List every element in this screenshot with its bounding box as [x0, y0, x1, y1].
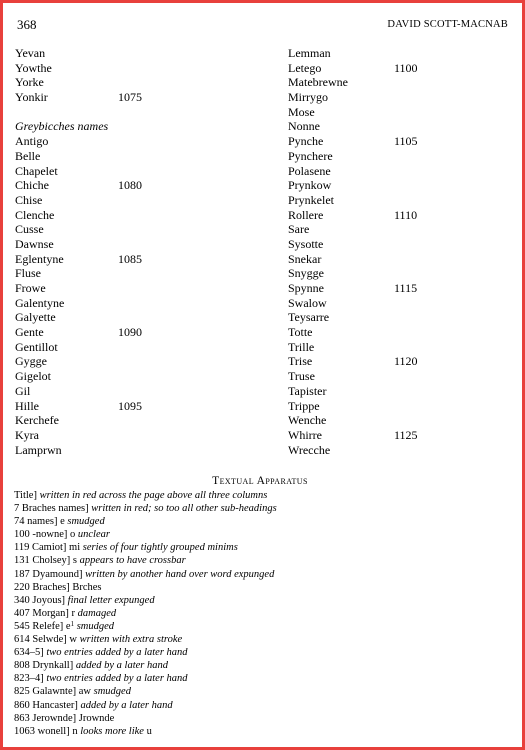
running-head: DAVID SCOTT-MACNAB	[387, 19, 508, 30]
name-entry	[288, 193, 488, 208]
name-entry	[288, 208, 488, 223]
left-name-column	[15, 46, 255, 457]
name-entry	[288, 325, 488, 340]
apparatus-note	[14, 581, 511, 594]
name-text: Gente	[15, 325, 44, 340]
name-entry	[288, 354, 488, 369]
line-number: 1075	[118, 90, 142, 105]
name-text: Pynchere	[288, 148, 333, 163]
name-text: Yevan	[15, 46, 46, 60]
name-text: Tapister	[288, 383, 327, 398]
note-lemma: 7 Braches names]	[14, 503, 92, 515]
apparatus-note	[14, 699, 511, 712]
name-text: Prynkelet	[288, 192, 334, 207]
note-lemma: 74 names] e	[14, 516, 68, 528]
name-entry	[15, 193, 255, 208]
name-text: Chiche	[15, 178, 49, 193]
name-text: Mose	[288, 104, 315, 119]
note-lemma: 545 Relefe] e	[14, 620, 71, 632]
apparatus-note	[14, 568, 511, 581]
name-entry	[15, 75, 255, 90]
name-text: Snekar	[288, 251, 322, 266]
name-text: Gil	[15, 383, 31, 398]
name-text: Swalow	[288, 295, 327, 310]
note-explanation: added by a later hand	[75, 660, 168, 672]
name-entry	[288, 281, 488, 296]
name-entry	[15, 428, 255, 443]
textual-apparatus	[14, 474, 511, 738]
note-explanation: smudged	[67, 516, 105, 528]
apparatus-notes	[14, 489, 511, 738]
page-header	[17, 17, 508, 35]
apparatus-note	[14, 607, 511, 620]
name-entry	[15, 61, 255, 76]
name-text: Prynkow	[288, 178, 332, 193]
name-entry	[15, 281, 255, 296]
line-number: 1125	[394, 427, 418, 442]
name-text: Frowe	[15, 281, 46, 295]
name-entry	[288, 266, 488, 281]
name-text: Yonkir	[15, 90, 48, 105]
note-lemma: 825 Galawnte] aw	[14, 686, 94, 698]
apparatus-note	[14, 554, 511, 567]
name-text: Sysotte	[288, 236, 324, 251]
name-entry	[15, 252, 255, 267]
note-lemma: 220 Braches] Brches	[14, 581, 102, 593]
name-text: Antigo	[15, 134, 49, 149]
name-text: Sare	[288, 222, 310, 237]
note-explanation: written with extra stroke	[79, 634, 183, 646]
line-number: 1080	[118, 178, 142, 193]
line-number: 1095	[118, 398, 142, 413]
name-text: Gigelot	[15, 369, 51, 384]
note-explanation: looks more like	[80, 725, 144, 737]
name-text: Hille	[15, 398, 39, 413]
name-text: Greybicches names	[15, 119, 109, 134]
note-lemma: 119 Camiot] mi	[14, 542, 83, 554]
name-text: Totte	[288, 325, 313, 340]
name-entry	[288, 296, 488, 311]
name-entry	[15, 369, 255, 384]
note-reading: u	[143, 725, 152, 737]
name-entry	[15, 105, 255, 120]
apparatus-note	[14, 712, 511, 725]
name-text: Lamprwn	[15, 442, 62, 457]
apparatus-note	[14, 685, 511, 698]
name-text: Pynche	[288, 134, 324, 149]
apparatus-note	[14, 659, 511, 672]
name-text: Rollere	[288, 207, 324, 222]
apparatus-note	[14, 633, 511, 646]
note-lemma: 131 Cholsey] s	[14, 555, 80, 567]
note-explanation: two entries added by a later hand	[46, 673, 188, 685]
name-entry	[288, 237, 488, 252]
name-text: Trille	[288, 339, 315, 354]
name-entry	[288, 310, 488, 325]
name-entry	[15, 178, 255, 193]
apparatus-note	[14, 502, 511, 515]
note-explanation: added by a later hand	[80, 699, 173, 711]
name-entry	[15, 222, 255, 237]
name-entry	[15, 399, 255, 414]
name-entry	[15, 325, 255, 340]
name-entry	[288, 90, 488, 105]
name-text: Dawnse	[15, 236, 54, 251]
name-text: Chise	[15, 192, 43, 207]
note-explanation: written in red; so too all other sub-headings	[91, 503, 277, 515]
apparatus-note	[14, 528, 511, 541]
apparatus-note	[14, 515, 511, 528]
name-entry	[288, 178, 488, 193]
name-entry	[288, 443, 488, 458]
note-lemma: 100 -nowne] o	[14, 529, 78, 541]
name-text: Fluse	[15, 266, 42, 281]
line-number: 1090	[118, 325, 142, 340]
name-text: Gentillot	[15, 339, 58, 354]
name-entry	[15, 340, 255, 355]
name-entry	[15, 354, 255, 369]
name-entry	[288, 340, 488, 355]
name-text: Trise	[288, 354, 313, 369]
note-lemma: 340 Joyous]	[14, 594, 68, 606]
name-entry	[288, 46, 488, 61]
name-text: Matebrewne	[288, 75, 348, 90]
name-entry	[288, 222, 488, 237]
name-entry	[15, 296, 255, 311]
name-text: Kerchefe	[15, 413, 59, 428]
name-entry	[288, 75, 488, 90]
apparatus-note	[14, 620, 511, 633]
name-text: Nonne	[288, 119, 320, 134]
name-entry	[288, 164, 488, 179]
apparatus-note	[14, 541, 511, 554]
line-number: 1115	[394, 281, 418, 295]
name-text: Galyette	[15, 310, 56, 325]
name-text: Belle	[15, 148, 41, 163]
note-lemma: Title]	[14, 490, 40, 501]
note-lemma: 614 Selwde] w	[14, 634, 80, 646]
name-entry	[15, 443, 255, 458]
note-superscript: 1	[70, 619, 75, 628]
note-explanation: appears to have crossbar	[79, 555, 186, 567]
note-lemma: 187 Dyamound]	[14, 568, 86, 580]
name-entry	[288, 119, 488, 134]
name-entry	[15, 134, 255, 149]
name-entry	[15, 164, 255, 179]
name-text: Mirrygo	[288, 90, 328, 105]
name-text: Clenche	[15, 207, 55, 222]
line-number: 1110	[394, 207, 418, 222]
note-explanation: two entries added by a later hand	[46, 647, 188, 659]
name-entry	[15, 149, 255, 164]
name-text: Teysarre	[288, 310, 330, 325]
name-entry	[288, 399, 488, 414]
name-entry	[288, 369, 488, 384]
note-explanation: written by another hand over word expunged	[85, 568, 275, 580]
note-lemma: 823–4]	[14, 673, 47, 685]
apparatus-note	[14, 489, 511, 502]
name-text: Snygge	[288, 266, 324, 281]
apparatus-note	[14, 646, 511, 659]
note-lemma: 863 Jerownde] Jrownde	[14, 712, 115, 724]
name-text: Trippe	[288, 398, 320, 413]
note-explanation: series of four tightly grouped minims	[82, 542, 238, 554]
name-text: Wrecche	[288, 442, 331, 457]
name-entry	[288, 384, 488, 399]
apparatus-title: Textual Apparatus	[212, 475, 308, 487]
note-explanation: unclear	[77, 529, 110, 541]
name-text: Letego	[288, 60, 322, 75]
name-text: Spynne	[288, 281, 324, 295]
name-text: Wenche	[288, 413, 327, 428]
name-text: Chapelet	[15, 163, 58, 178]
note-lemma: 808 Drynkall]	[14, 660, 76, 672]
line-number: 1085	[118, 251, 142, 266]
name-text: Eglentyne	[15, 251, 64, 266]
name-text: Polasene	[288, 163, 331, 178]
note-lemma: 860 Hancaster]	[14, 699, 81, 711]
name-entry	[288, 149, 488, 164]
name-entry	[288, 428, 488, 443]
section-heading	[15, 119, 255, 134]
line-number: 1100	[394, 60, 418, 75]
note-lemma: 407 Morgan] r	[14, 607, 78, 619]
name-entry	[15, 413, 255, 428]
apparatus-note	[14, 672, 511, 685]
name-text: Galentyne	[15, 295, 65, 310]
name-entry	[288, 134, 488, 149]
name-entry	[15, 208, 255, 223]
line-number: 1105	[394, 134, 418, 149]
note-explanation: damaged	[77, 607, 117, 619]
name-text: Yowthe	[15, 60, 52, 75]
name-entry	[15, 266, 255, 281]
name-entry	[15, 46, 255, 61]
line-number: 1120	[394, 354, 418, 369]
page-number: 368	[17, 17, 37, 32]
name-text: Truse	[288, 369, 315, 384]
name-entry	[15, 310, 255, 325]
name-entry	[288, 105, 488, 120]
name-text: Whirre	[288, 427, 322, 442]
name-text: Yorke	[15, 75, 44, 90]
name-text: Kyra	[15, 427, 39, 442]
note-explanation: smudged	[93, 686, 131, 698]
apparatus-note	[14, 725, 511, 738]
name-entry	[288, 413, 488, 428]
name-entry	[15, 384, 255, 399]
name-text: Cusse	[15, 222, 44, 237]
name-text: Gygge	[15, 354, 47, 369]
name-entry	[288, 252, 488, 267]
note-lemma: 1063 wonell] n	[14, 725, 81, 737]
name-entry	[288, 61, 488, 76]
note-lemma: 634–5]	[14, 647, 47, 659]
name-entry	[15, 90, 255, 105]
apparatus-note	[14, 594, 511, 607]
name-text: Lemman	[288, 46, 331, 60]
note-explanation: written in red across the page above all three columns	[39, 490, 268, 501]
note-explanation: final letter expunged	[67, 594, 155, 606]
right-name-column	[288, 46, 488, 457]
name-entry	[15, 237, 255, 252]
note-explanation: smudged	[74, 620, 115, 632]
